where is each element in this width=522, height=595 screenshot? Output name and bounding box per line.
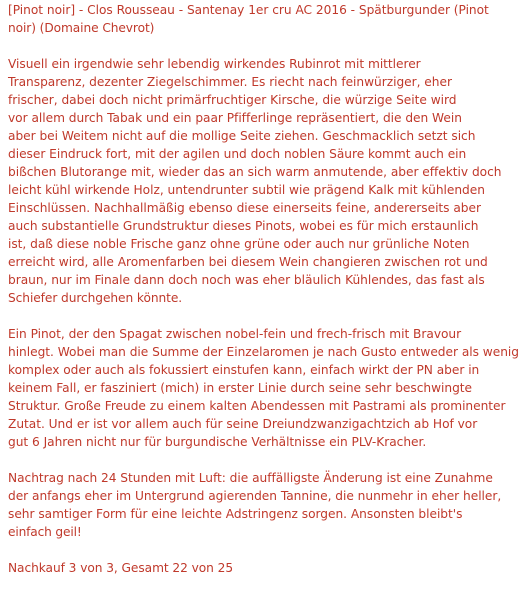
- text-line: Transparenz, dezenter Ziegelschimmer. Es riecht nach feinwürziger, eher: [8, 75, 452, 89]
- text-line: aber bei Weitem nicht auf die mollige Seite ziehen. Geschmacklich setzt sich: [8, 129, 476, 143]
- addendum-paragraph: [8, 469, 522, 541]
- text-line: frischer, dabei doch nicht primärfruchtiger Kirsche, die würzige Seite wird: [8, 93, 457, 107]
- text-line: braun, nur im Finale dann doch noch was eher bläulich Kühlendes, das fast als: [8, 273, 485, 287]
- text-line: keinem Fall, er fasziniert (mich) in erster Linie durch seine sehr beschwingte: [8, 381, 473, 395]
- text-line: leicht kühl wirkende Holz, untendrunter subtil wie prägend Kalk mit kühlenden: [8, 183, 485, 197]
- text-line: Visuell ein irgendwie sehr lebendig wirkendes Rubinrot mit mittlerer: [8, 57, 421, 71]
- text-line: Ein Pinot, der den Spagat zwischen nobel-fein und frech-frisch mit Bravour: [8, 327, 462, 341]
- text-line: vor allem durch Tabak und ein paar Pfifferlinge repräsentiert, die den Wein: [8, 111, 462, 125]
- text-line: hinlegt. Wobei man die Summe der Einzelaromen je nach Gusto entweder als wenig: [8, 345, 519, 359]
- title-line: noir) (Domaine Chevrot): [8, 21, 155, 35]
- purchase-count-paragraph: [8, 559, 522, 577]
- text-line: Schiefer durchgehen könnte.: [8, 291, 183, 305]
- text-line: der anfangs eher im Untergrund agierenden Tannine, die nunmehr in eher heller,: [8, 489, 502, 503]
- text-line: komplex oder auch als fokussiert einstufen kann, einfach wirkt der PN aber in: [8, 363, 480, 377]
- summary-paragraph: [8, 325, 522, 451]
- text-line: gut 6 Jahren nicht nur für burgundische Verhältnisse ein PLV-Kracher.: [8, 435, 427, 449]
- title-line: [Pinot noir] - Clos Rousseau - Santenay 1er cru AC 2016 - Spätburgunder (Pinot: [8, 3, 489, 17]
- text-line: auch substantielle Grundstruktur dieses Pinots, wobei es für mich erstaunlich: [8, 219, 479, 233]
- text-line: Einschlüssen. Nachhallmäßig ebenso diese einerseits feine, andererseits aber: [8, 201, 481, 215]
- text-line: einfach geil!: [8, 525, 82, 539]
- text-line: erreicht wird, alle Aromenfarben bei diesem Wein changieren zwischen rot und: [8, 255, 488, 269]
- text-line: sehr samtiger Form für eine leichte Adstringenz sorgen. Ansonsten bleibt's: [8, 507, 463, 521]
- wine-title: [8, 1, 522, 37]
- text-line: Nachtrag nach 24 Stunden mit Luft: die auffälligste Änderung ist eine Zunahme: [8, 471, 493, 485]
- forum-post-body: [8, 1, 522, 595]
- text-line: bißchen Blutorange mit, wieder das an sich warm anmutende, aber effektiv doch: [8, 165, 502, 179]
- text-line: Struktur. Große Freude zu einem kalten Abendessen mit Pastrami als prominenter: [8, 399, 506, 413]
- text-line: Zutat. Und er ist vor allem auch für seine Dreiundzwanzigachtzich ab Hof vor: [8, 417, 478, 431]
- text-line: dieser Eindruck fort, mit der agilen und doch noblen Säure kommt auch ein: [8, 147, 467, 161]
- text-line: ist, daß diese noble Frische ganz ohne grüne oder auch nur grünliche Noten: [8, 237, 470, 251]
- text-line: Nachkauf 3 von 3, Gesamt 22 von 25: [8, 561, 234, 575]
- tasting-note-paragraph: [8, 55, 522, 307]
